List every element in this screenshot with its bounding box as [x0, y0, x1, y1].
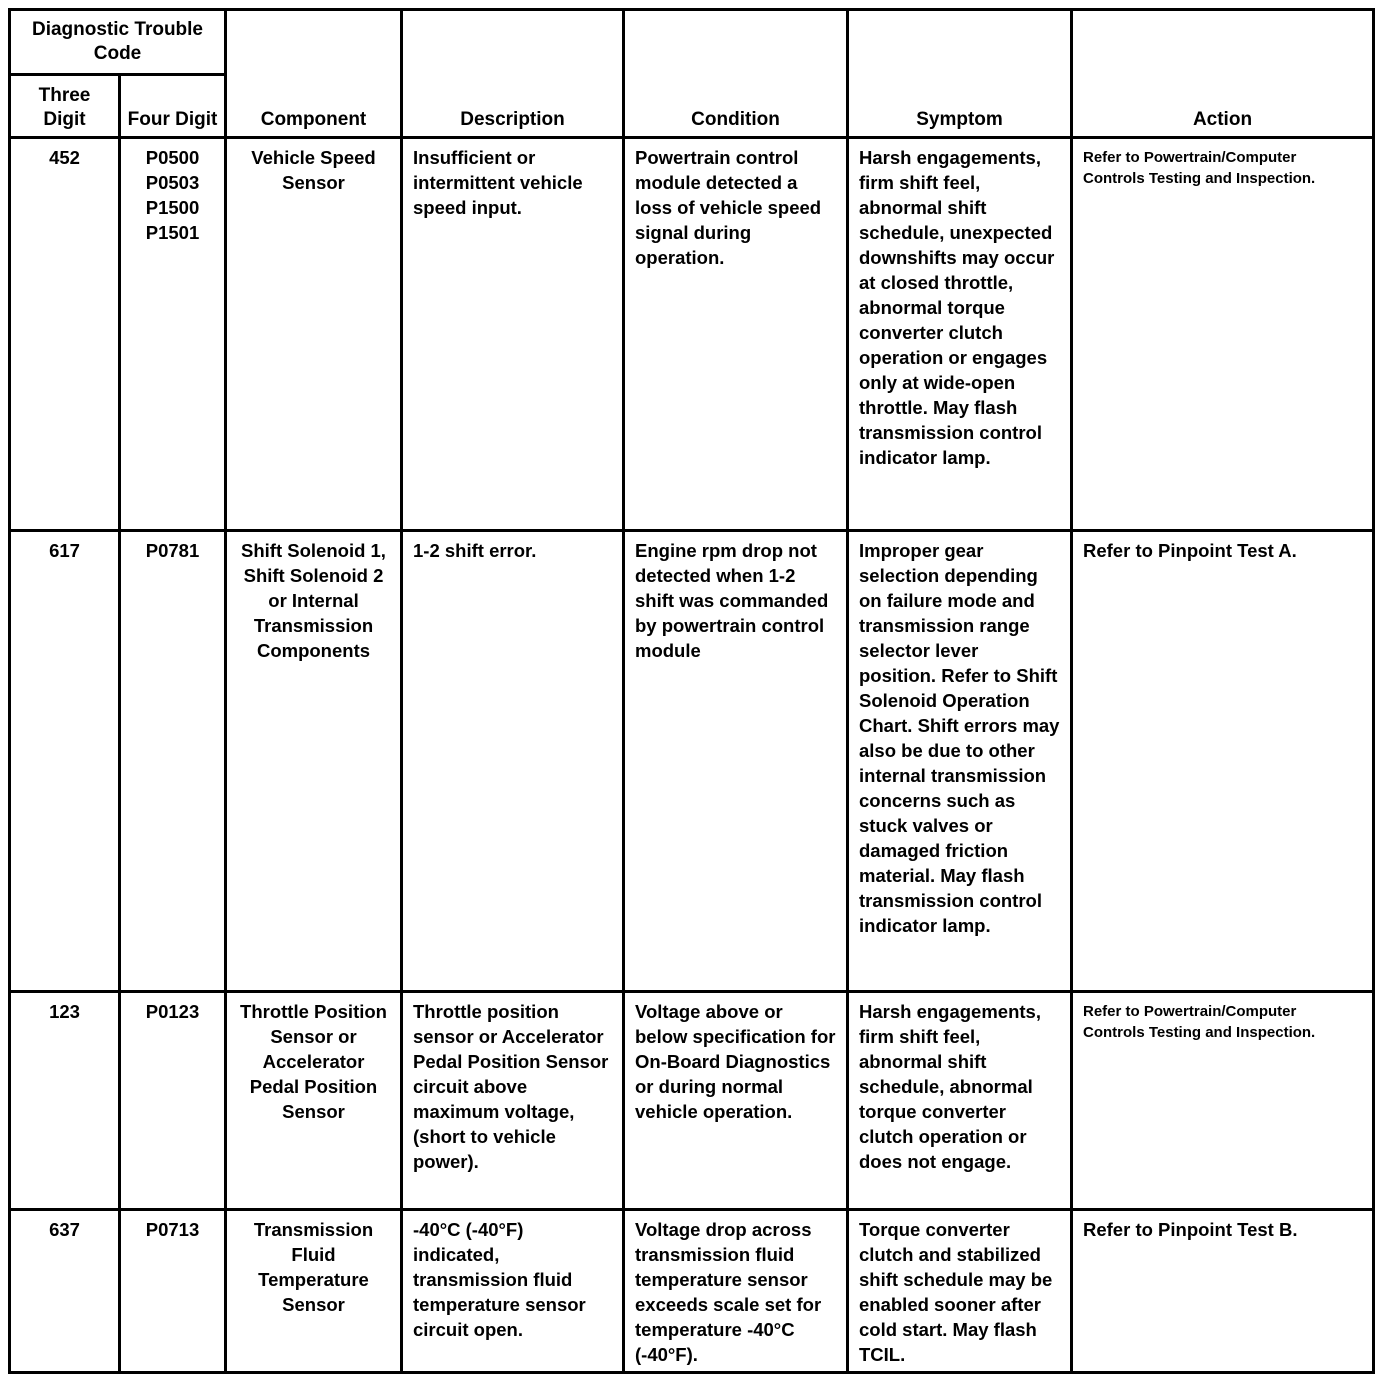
cell-condition: Powertrain control module detected a loss of vehicle speed signal during operation.	[624, 138, 848, 531]
cell-action: Refer to Powertrain/Computer Controls Testing and Inspection.	[1072, 992, 1374, 1210]
cell-symptom: Improper gear selection depending on failure mode and transmission range selector lever position. Refer to Shift Solenoid Operation Chart. Shift errors may also be due to other internal transmission concerns such as stuck valves or damaged friction material. May flash transmission control indicator lamp.	[848, 531, 1072, 992]
cell-description: Throttle position sensor or Accelerator Pedal Position Sensor circuit above maximum voltage, (short to vehicle power).	[402, 992, 624, 1210]
table-row	[10, 1210, 1374, 1373]
cell-symptom: Harsh engagements, firm shift feel, abnormal shift schedule, abnormal torque converter clutch operation or does not engage.	[848, 992, 1072, 1210]
dtc-table	[8, 8, 1375, 1374]
cell-component: Throttle Position Sensor or Accelerator Pedal Position Sensor	[226, 992, 402, 1210]
cell-three-digit: 123	[10, 992, 120, 1210]
cell-description: Insufficient or intermittent vehicle speed input.	[402, 138, 624, 531]
cell-four-digit	[120, 992, 226, 1210]
four-digit-code: P0713	[145, 1219, 200, 1240]
four-digit-code: P0123	[145, 1001, 200, 1022]
cell-component: Shift Solenoid 1, Shift Solenoid 2 or Internal Transmission Components	[226, 531, 402, 992]
four-digit-code: P0500	[145, 147, 200, 168]
table-row	[10, 138, 1374, 531]
cell-symptom: Harsh engagements, firm shift feel, abnormal shift schedule, unexpected downshifts may occur at closed throttle, abnormal torque converter clutch operation or engages only at wide-open throttle. May flash transmission control indicator lamp.	[848, 138, 1072, 531]
dtc-chart	[8, 8, 1375, 1374]
header-diagnostic-trouble-code: Diagnostic Trouble Code	[10, 10, 226, 75]
header-description: Description	[402, 10, 624, 138]
header-three-digit: Three Digit	[10, 75, 120, 138]
header-four-digit: Four Digit	[120, 75, 226, 138]
cell-description: -40°C (-40°F) indicated, transmission fluid temperature sensor circuit open.	[402, 1210, 624, 1373]
table-row	[10, 531, 1374, 992]
table-row	[10, 992, 1374, 1210]
cell-condition: Voltage drop across transmission fluid temperature sensor exceeds scale set for temperature -40°C (-40°F).	[624, 1210, 848, 1373]
header-action: Action	[1072, 10, 1374, 138]
cell-condition: Voltage above or below specification for On-Board Diagnostics or during normal vehicle operation.	[624, 992, 848, 1210]
header-symptom: Symptom	[848, 10, 1072, 138]
cell-component: Transmission Fluid Temperature Sensor	[226, 1210, 402, 1373]
cell-description: 1-2 shift error.	[402, 531, 624, 992]
four-digit-code: P1501	[145, 222, 200, 243]
header-component: Component	[226, 10, 402, 138]
cell-three-digit: 617	[10, 531, 120, 992]
four-digit-code: P0781	[145, 540, 200, 561]
cell-symptom: Torque converter clutch and stabilized shift schedule may be enabled sooner after cold start. May flash TCIL.	[848, 1210, 1072, 1373]
cell-four-digit	[120, 1210, 226, 1373]
cell-action: Refer to Powertrain/Computer Controls Testing and Inspection.	[1072, 138, 1374, 531]
header-condition: Condition	[624, 10, 848, 138]
cell-four-digit	[120, 138, 226, 531]
cell-action: Refer to Pinpoint Test B.	[1072, 1210, 1374, 1373]
four-digit-code: P1500	[145, 197, 200, 218]
cell-three-digit: 637	[10, 1210, 120, 1373]
cell-condition: Engine rpm drop not detected when 1-2 shift was commanded by powertrain control module	[624, 531, 848, 992]
four-digit-code: P0503	[145, 172, 200, 193]
cell-four-digit	[120, 531, 226, 992]
cell-action: Refer to Pinpoint Test A.	[1072, 531, 1374, 992]
cell-component: Vehicle Speed Sensor	[226, 138, 402, 531]
cell-three-digit: 452	[10, 138, 120, 531]
header-row-1	[10, 10, 1374, 75]
